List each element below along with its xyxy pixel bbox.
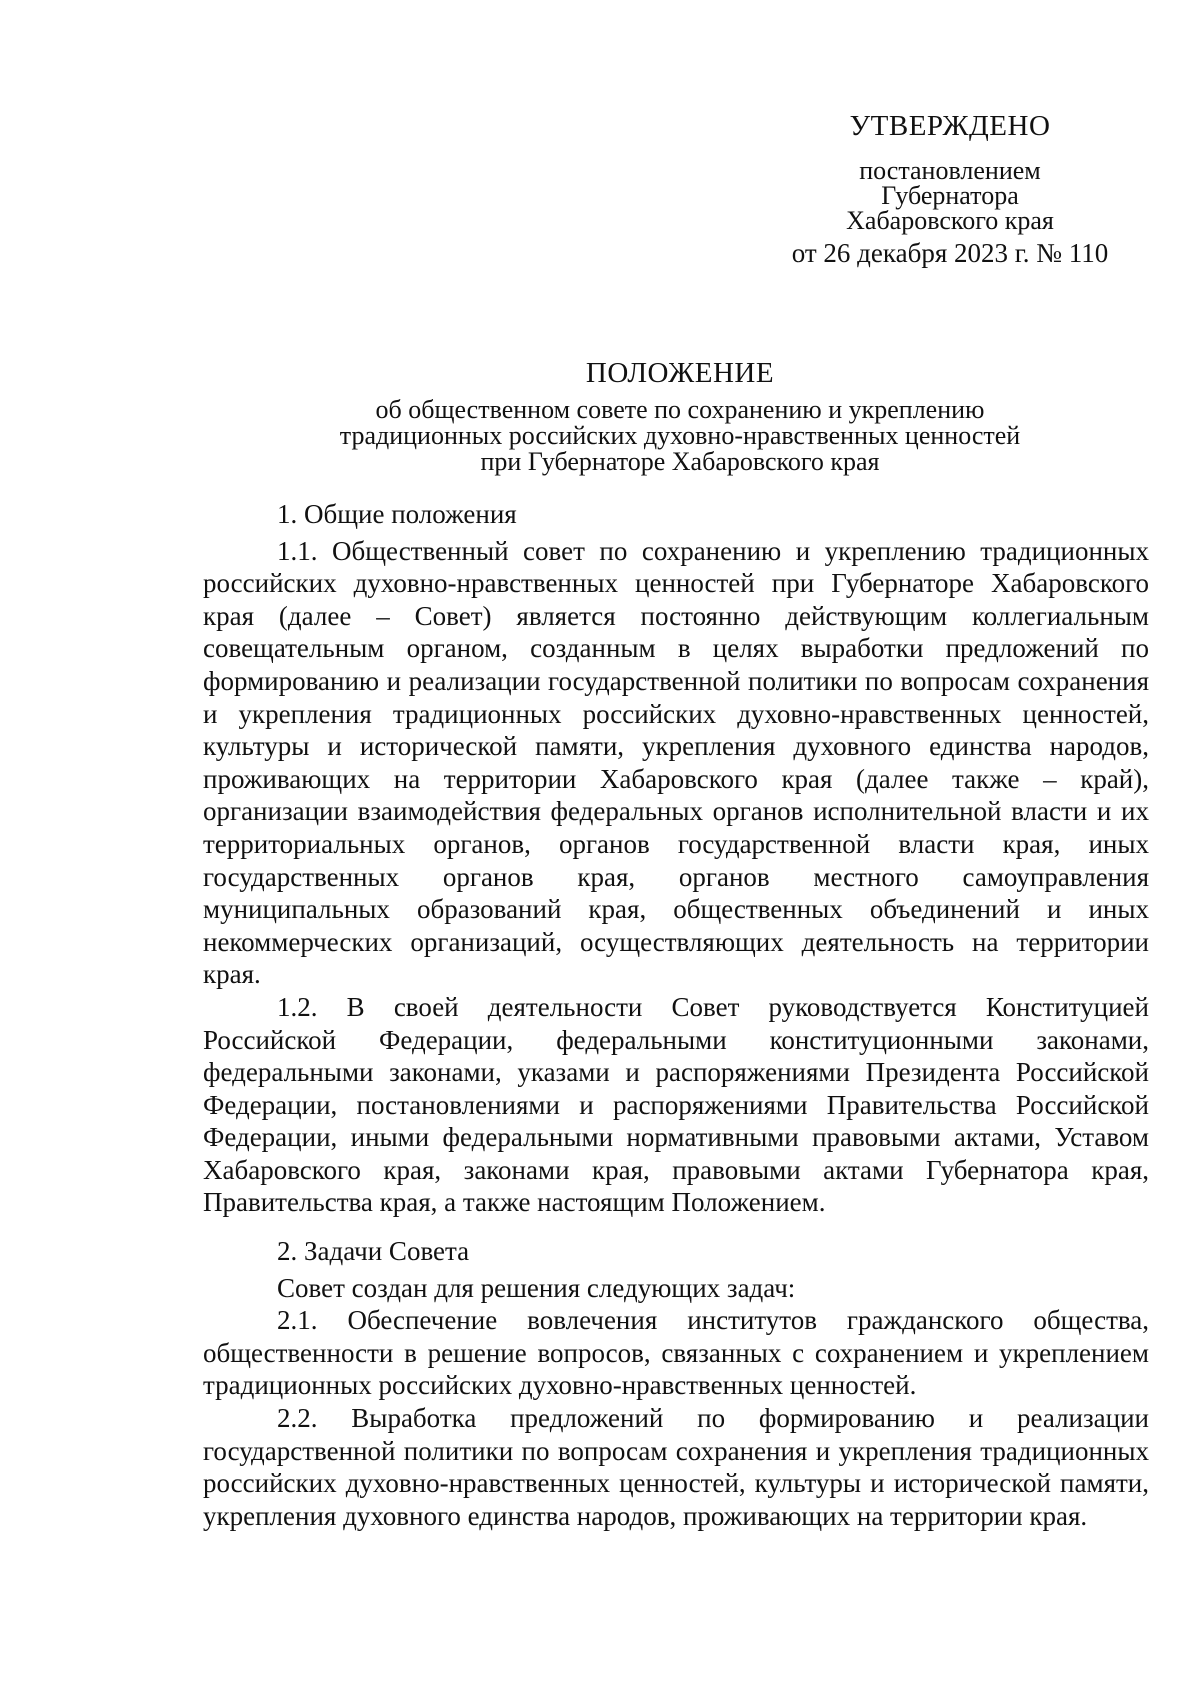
approval-date: от 26 декабря 2023 г. № 110	[791, 238, 1109, 268]
document-title: ПОЛОЖЕНИЕ	[585, 357, 775, 389]
document-subtitle-line-1: об общественном совете по сохранению и укреплению	[375, 395, 985, 424]
tasks-intro: Совет создан для решения следующих задач:	[277, 1272, 796, 1303]
approval-stamp-block	[770, 108, 1130, 268]
approval-line-governor: Губернатора	[881, 181, 1019, 210]
paragraph-1-2: 1.2. В своей деятельности Совет руководствуется Конституцией Российской Федерации, федеральными конституционными законами, федеральными законами, указами и распоряжениями Президента Российской Федерации, постановлениями и распоряжениями Правительства Российской Федерации, иными федеральными нормативными правовыми актами, Уставом Хабаровского края, законами края, правовыми актами Губернатора края, Правительства края, а также настоящим Положением.	[203, 991, 1149, 1218]
approval-title: УТВЕРЖДЕНО	[849, 110, 1051, 142]
document-title-block	[200, 355, 1160, 475]
approval-line-region: Хабаровского края	[846, 206, 1054, 235]
section-heading-general: 1. Общие положения	[277, 499, 517, 529]
document-subtitle-line-3: при Губернаторе Хабаровского края	[480, 447, 880, 476]
section-heading-tasks: 2. Задачи Совета	[277, 1236, 470, 1267]
approval-line-resolution: постановлением	[859, 156, 1041, 185]
paragraph-2-1: 2.1. Обеспечение вовлечения институтов гражданского общества, общественности в решение вопросов, связанных с сохранением и укреплением традиционных российских духовно-нравственных ценностей.	[203, 1305, 1149, 1401]
paragraph-1-1: 1.1. Общественный совет по сохранению и укреплению традиционных российских духовно-нравственных ценностей при Губернаторе Хабаровского края (далее – Совет) является постоянно действующим коллегиальным совещательным органом, созданным в целях выработки предложений по формированию и реализации государственной политики по вопросам сохранения и укрепления традиционных российских духовно-нравственных ценностей, культуры и исторической памяти, укрепления духовного единства народов, проживающих на территории Хабаровского края (далее также – край), организации взаимодействия федеральных органов исполнительной власти и их территориальных органов, органов государственной власти края, иных государственных органов края, органов местного самоуправления муниципальных образований края, общественных объединений и иных некоммерческих организаций, осуществляющих деятельность на территории края.	[203, 535, 1149, 990]
paragraph-2-2: 2.2. Выработка предложений по формированию и реализации государственной политики по вопросам сохранения и укрепления традиционных российских духовно-нравственных ценностей, культуры и исторической памяти, укрепления духовного единства народов, проживающих на территории края.	[203, 1403, 1149, 1531]
document-body	[203, 498, 1149, 1532]
document-subtitle-line-2: традиционных российских духовно-нравственных ценностей	[339, 421, 1021, 450]
